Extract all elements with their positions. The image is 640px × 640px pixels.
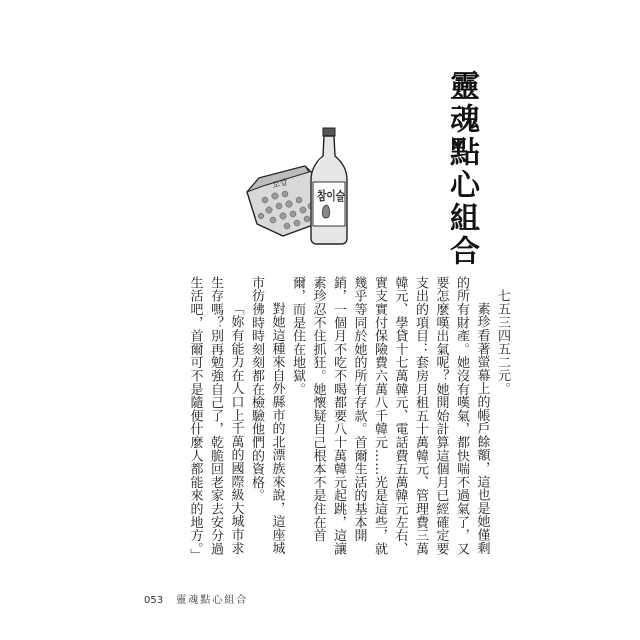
page-number: 053 bbox=[144, 595, 164, 606]
bag-label: 꼬깔 bbox=[271, 177, 289, 190]
paragraph: 七五三四五二元。 bbox=[495, 289, 510, 396]
page-footer bbox=[144, 591, 248, 606]
paragraph: 對她這種來自外縣市的北漂族來說，這座城市彷彿時時刻刻都在檢驗他們的資格。 bbox=[249, 276, 285, 555]
running-title: 靈魂點心組合 bbox=[176, 595, 249, 606]
soju-and-snack-illustration bbox=[243, 126, 368, 246]
paragraph: 素珍看著螢幕上的帳戶餘額，這也是她僅剩的所有財產。她沒有嘆氣，都快喘不過氣了，又要怎麼嘆出氣呢？她開始計算這個月已經確定要支出的項目：套房月租五十萬韓元、管理費三萬韓元、學貸十七萬韓元、電話費五萬韓元左右、實支實付保險費六萬八千韓元……光是這些，就幾乎等同於她的所有存款。首爾生活的基本開銷，一個月不吃不喝都要八十萬韓元起跳，這讓素珍忍不住抓狂。她懷疑自己根本不是住在首爾，而是住在地獄。 bbox=[290, 276, 490, 556]
soju-bottle-icon bbox=[311, 128, 352, 244]
chapter-title: 靈魂點心組合 bbox=[444, 70, 479, 268]
bottle-label: 참이슬 bbox=[317, 189, 352, 203]
body-text bbox=[184, 276, 512, 566]
paragraph: 「妳有能力在人口上千萬的國際級大城市求生存嗎？別再勉強自己了，乾脆回老家去安分過生活吧，首爾可不是隨便什麼人都能來的地方。」 bbox=[187, 276, 244, 563]
